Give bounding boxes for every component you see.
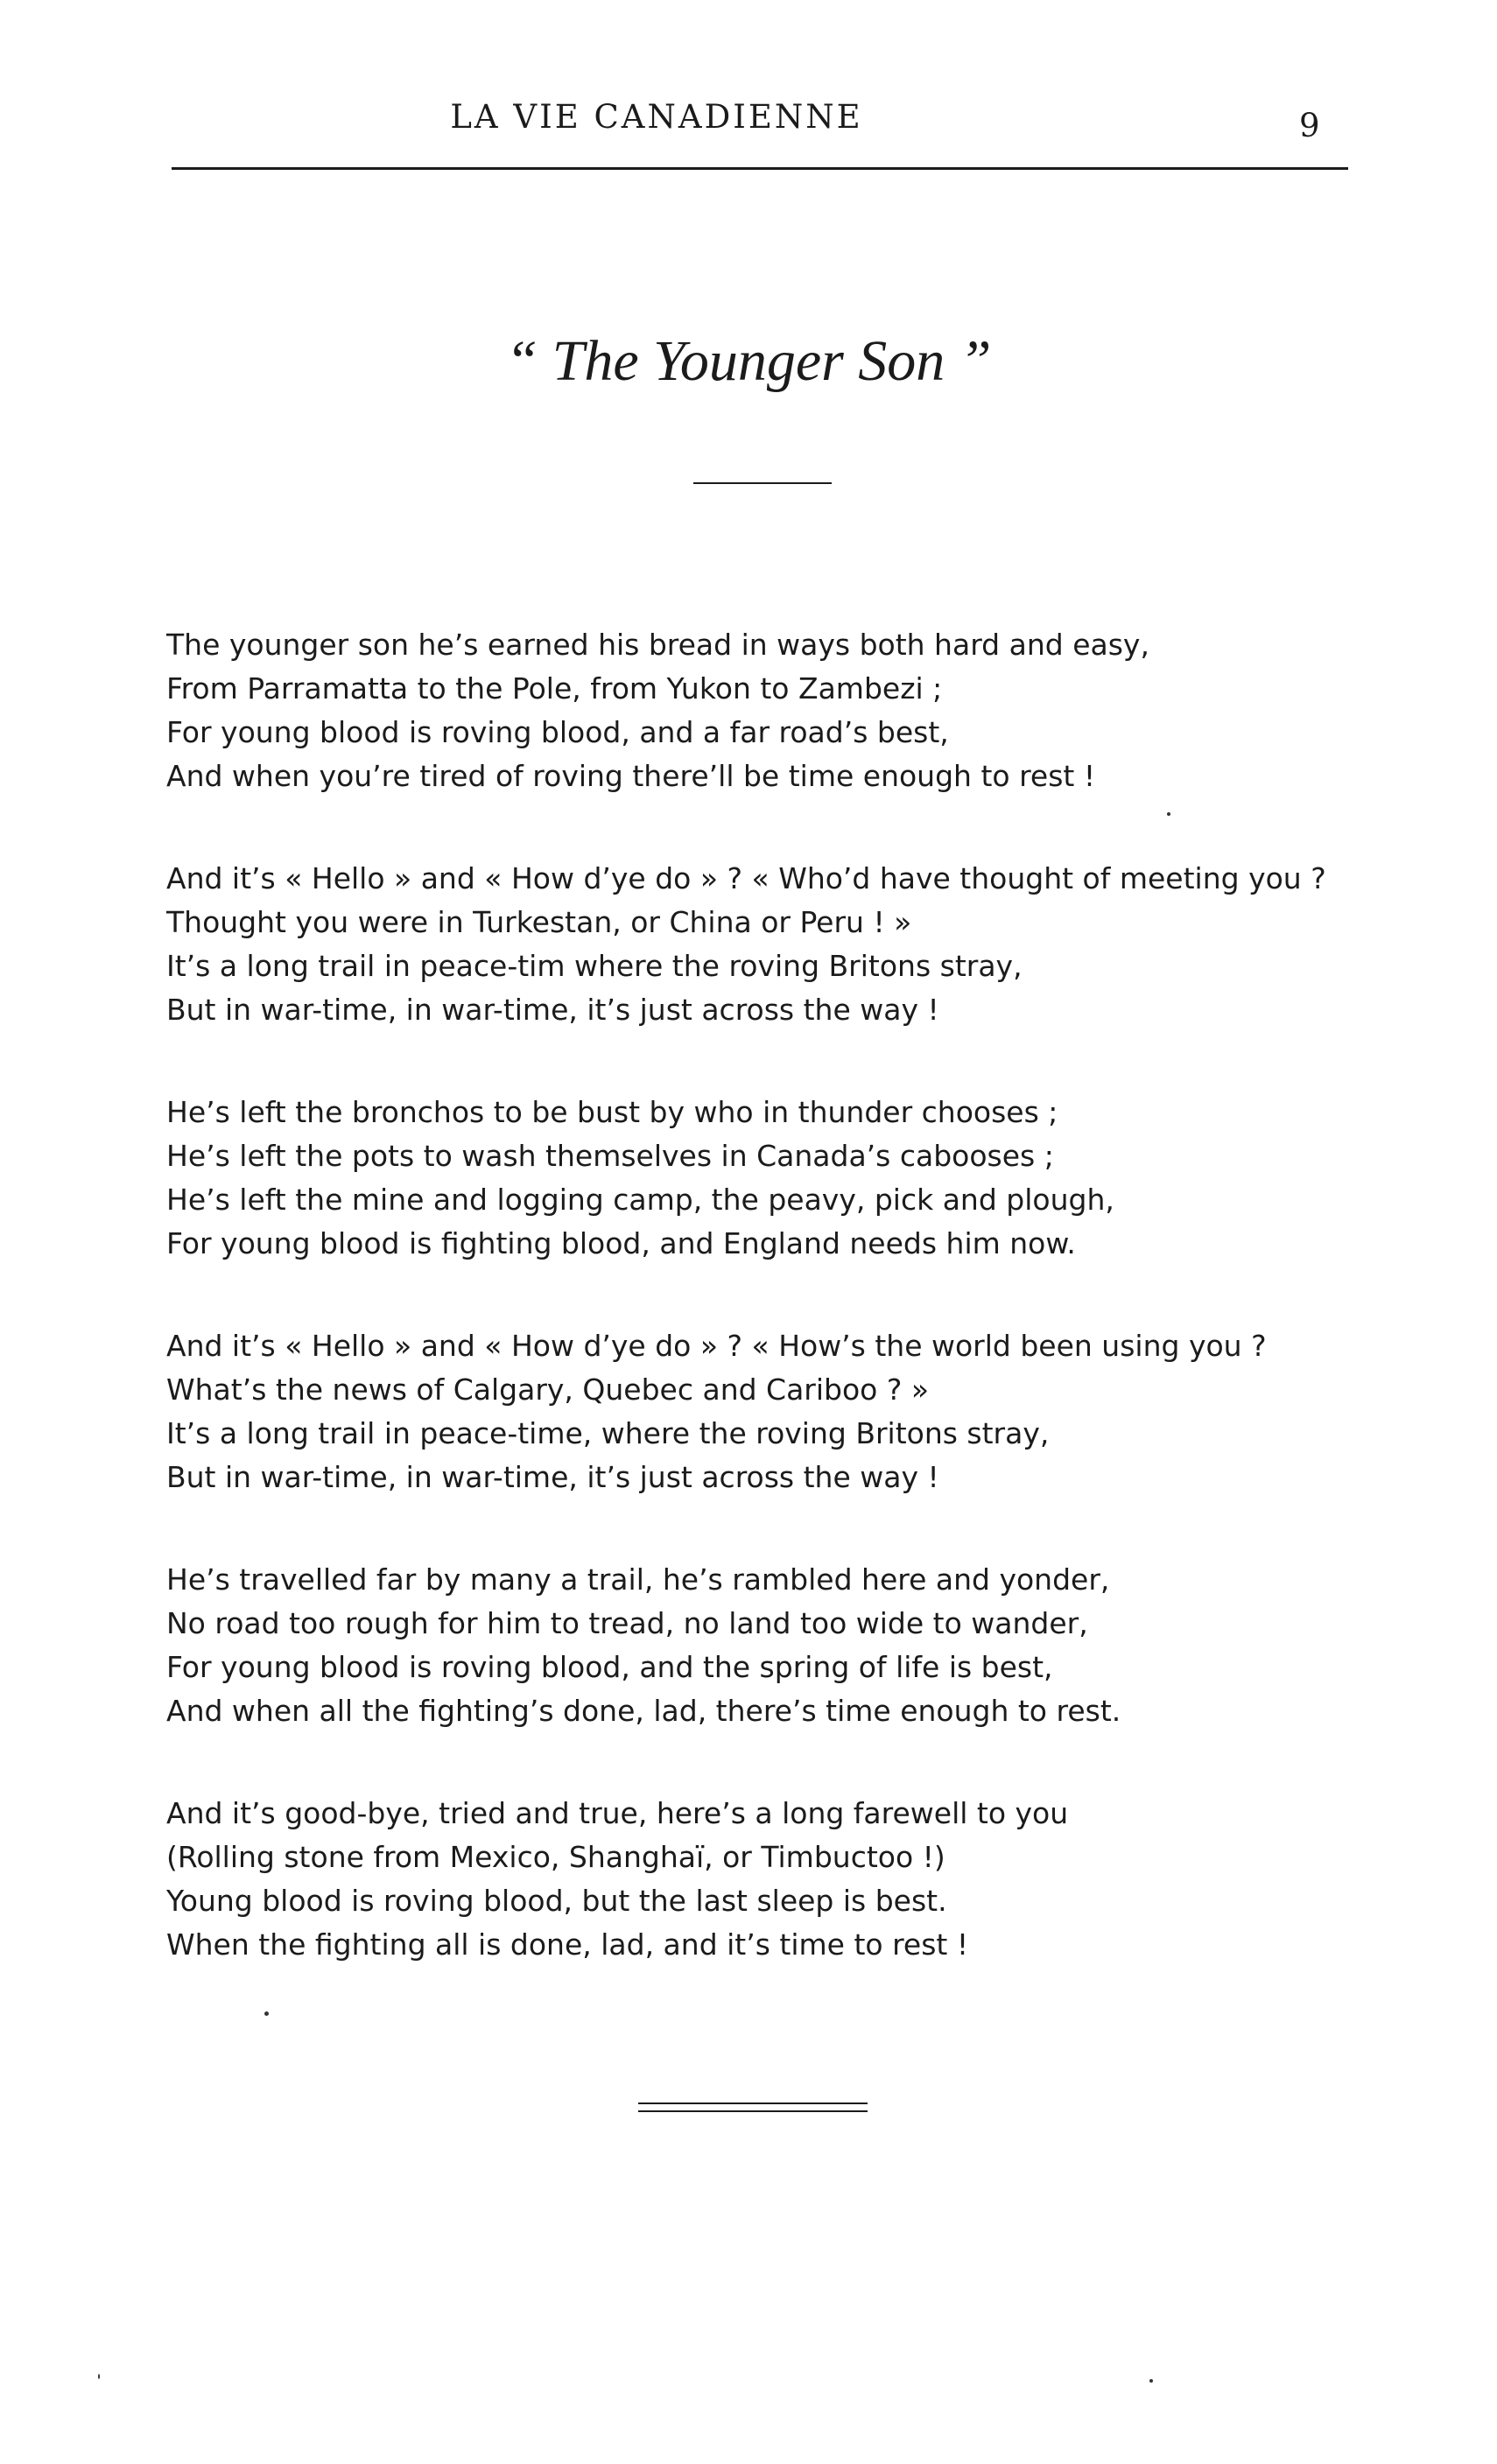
stanza — [166, 1324, 1462, 1499]
page-number: 9 — [1299, 107, 1320, 144]
poem-line: He’s left the mine and logging camp, the peavy, pick and plough, — [166, 1183, 1114, 1217]
poem-line: He’s left the pots to wash themselves in Canada’s cabooses ; — [166, 1139, 1054, 1173]
poem-line: (Rolling stone from Mexico, Shanghaï, or Timbuctoo !) — [166, 1840, 945, 1874]
poem-line: And when all the fighting’s done, lad, there’s time enough to rest. — [166, 1694, 1121, 1728]
running-head: LA VIE CANADIENNE — [450, 98, 863, 136]
poem-line: Thought you were in Turkestan, or China or Peru ! » — [166, 905, 912, 939]
poem-line: But in war-time, in war-time, it’s just across the way ! — [166, 993, 939, 1027]
poem-line: The younger son he’s earned his bread in ways both hard and easy, — [166, 628, 1149, 662]
poem-line: It’s a long trail in peace-time, where the roving Britons stray, — [166, 1416, 1050, 1450]
poem-line: It’s a long trail in peace-tim where the roving Britons stray, — [166, 949, 1023, 983]
poem-line: And when you’re tired of roving there’ll be time enough to rest ! — [166, 759, 1096, 793]
poem-line: For young blood is fighting blood, and England needs him now. — [166, 1226, 1076, 1260]
poem-line: Young blood is roving blood, but the last sleep is best. — [166, 1884, 947, 1918]
poem-line: What’s the news of Calgary, Quebec and Cariboo ? » — [166, 1372, 930, 1407]
stanza — [166, 1091, 1462, 1266]
stanza — [166, 623, 1462, 798]
poem-line: From Parramatta to the Pole, from Yukon to Zambezi ; — [166, 671, 943, 706]
stanza — [166, 1792, 1462, 1967]
ink-speck — [264, 2011, 269, 2016]
stanza — [166, 1558, 1462, 1733]
poem-line: And it’s good-bye, tried and true, here’s a long farewell to you — [166, 1796, 1069, 1830]
stanza — [166, 857, 1462, 1032]
poem-line: But in war-time, in war-time, it’s just across the way ! — [166, 1460, 939, 1494]
end-rule-bottom — [638, 2110, 868, 2112]
poem-line: He’s travelled far by many a trail, he’s rambled here and yonder, — [166, 1562, 1110, 1597]
poem-line: For young blood is roving blood, and the spring of life is best, — [166, 1650, 1053, 1684]
poem-line: When the fighting all is done, lad, and it’s time to rest ! — [166, 1927, 969, 1962]
header-rule — [172, 167, 1348, 170]
poem-body — [166, 623, 1462, 2025]
title-rule — [693, 482, 832, 484]
ink-speck — [98, 2374, 100, 2379]
ink-speck — [1167, 812, 1170, 816]
end-rule-top — [638, 2102, 868, 2104]
poem-line: And it’s « Hello » and « How d’ye do » ? « Who’d have thought of meeting you ? — [166, 861, 1326, 895]
poem-line: For young blood is roving blood, and a far road’s best, — [166, 715, 949, 749]
poem-title: “ The Younger Son ” — [505, 329, 992, 393]
poem-line: And it’s « Hello » and « How d’ye do » ? « How’s the world been using you ? — [166, 1329, 1267, 1363]
poem-line: No road too rough for him to tread, no land too wide to wander, — [166, 1606, 1088, 1640]
poem-line: He’s left the bronchos to be bust by who in thunder chooses ; — [166, 1095, 1058, 1129]
ink-speck — [1149, 2379, 1153, 2383]
